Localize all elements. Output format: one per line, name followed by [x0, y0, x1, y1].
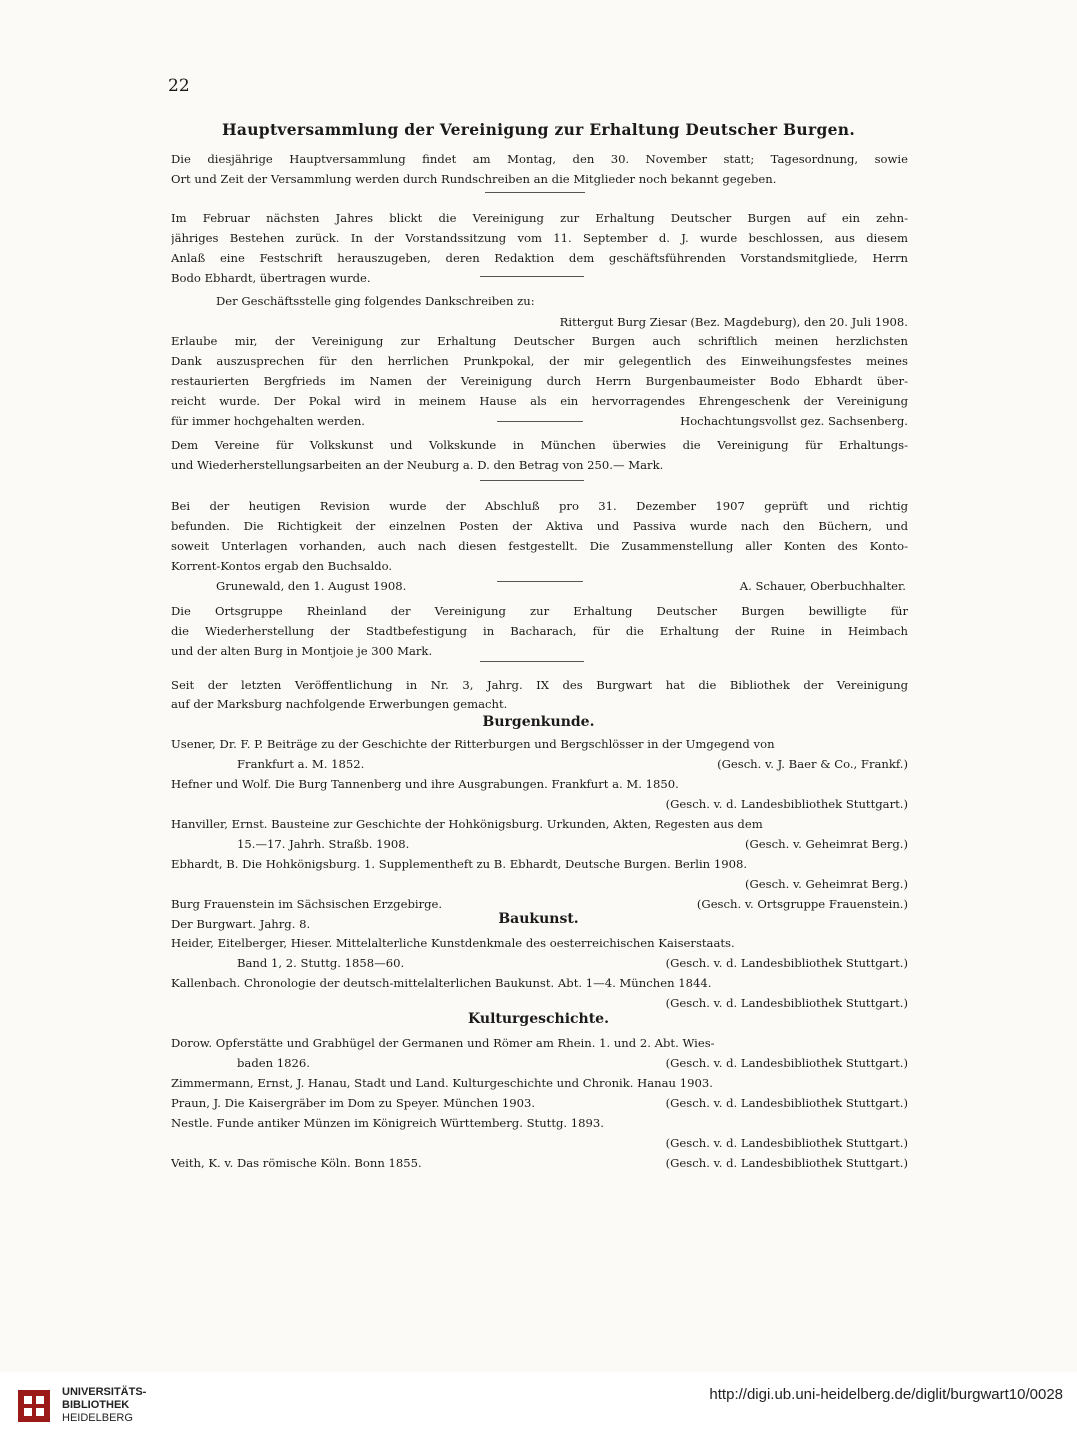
entry-text: Dorow. Opferstätte und Grabhügel der Germanen und Römer am Rhein. 1. und 2. Abt. Wies-: [171, 1036, 715, 1050]
entry-text: Hefner und Wolf. Die Burg Tannenberg und ihre Ausgrabungen. Frankfurt a. M. 1850.: [171, 777, 679, 791]
revision-place: Grunewald, den 1. August 1908.: [216, 579, 407, 593]
intro-line: Ort und Zeit der Versammlung werden durch Rundschreiben an die Mitglieder noch bekannt gegeben.: [171, 172, 777, 186]
dank-intro: Der Geschäftsstelle ging folgendes Dankschreiben zu:: [216, 294, 535, 308]
februar-line: Bodo Ebhardt, übertragen wurde.: [171, 271, 371, 285]
entry-text: Heider, Eitelberger, Hieser. Mittelalterliche Kunstdenkmale des oesterreichischen Kaiserstaats.: [171, 936, 735, 950]
verein-line: und Wiederherstellungsarbeiten an der Neuburg a. D. den Betrag von 250.— Mark.: [171, 458, 664, 472]
bibliography-entry: [171, 1073, 908, 1093]
entry-text: Band 1, 2. Stuttg. 1858—60.: [237, 956, 405, 970]
divider: [480, 276, 584, 277]
section-heading-kulturgeschichte: Kulturgeschichte.: [468, 1011, 609, 1027]
entry-donor: (Gesch. v. d. Landesbibliothek Stuttgart.): [665, 1156, 908, 1170]
entry-donor: (Gesch. v. Ortsgruppe Frauenstein.): [696, 897, 908, 911]
verein-line: Dem Vereine für Volkskunst und Volkskunde in München überwies die Vereinigung für Erhaltungs-: [171, 438, 908, 452]
bibliography-entry: [171, 1113, 908, 1133]
dank-line: Erlaube mir, der Vereinigung zur Erhaltung Deutscher Burgen auch schriftlich meinen herzlichsten: [171, 334, 908, 348]
library-name: [62, 1386, 146, 1425]
bibliography-entry: [171, 953, 908, 973]
divider: [480, 480, 584, 481]
divider: [480, 661, 584, 662]
library-line: BIBLIOTHEK: [62, 1399, 130, 1411]
revision-line: soweit Unterlagen vorhanden, auch nach diesen festgestellt. Die Zusammenstellung aller Konten des Konto-: [171, 539, 908, 553]
bibliography-entry: [171, 993, 908, 1013]
ortsgruppe-line: und der alten Burg in Montjoie je 300 Mark.: [171, 644, 433, 658]
revision-line: Korrent-Kontos ergab den Buchsaldo.: [171, 559, 393, 573]
entry-text: Usener, Dr. F. P. Beiträge zu der Geschichte der Ritterburgen und Bergschlösser in der Umgegend von: [171, 737, 775, 751]
source-url-link[interactable]: http://digi.ub.uni-heidelberg.de/diglit/burgwart10/0028: [709, 1386, 1063, 1403]
library-logo-icon: [16, 1388, 52, 1424]
bibliography-entry: [171, 874, 908, 894]
page-number: 22: [168, 76, 190, 96]
entry-text: Hanviller, Ernst. Bausteine zur Geschichte der Hohkönigsburg. Urkunden, Akten, Regesten aus dem: [171, 817, 763, 831]
entry-donor: (Gesch. v. d. Landesbibliothek Stuttgart.): [665, 956, 908, 970]
bibliography-entry: [171, 1033, 908, 1053]
divider: [497, 581, 583, 582]
bibliography-entry: [171, 933, 908, 953]
entry-donor: (Gesch. v. d. Landesbibliothek Stuttgart.): [665, 797, 908, 811]
februar-line: jähriges Bestehen zurück. In der Vorstandssitzung vom 11. September d. J. wurde beschlossen, aus diesem: [171, 231, 908, 245]
revision-line: Bei der heutigen Revision wurde der Abschluß pro 31. Dezember 1907 geprüft und richtig: [171, 499, 908, 513]
revision-line: befunden. Die Richtigkeit der einzelnen Posten der Aktiva und Passiva wurde nach den Büchern, und: [171, 519, 908, 533]
bibliothek-line: Seit der letzten Veröffentlichung in Nr. 3, Jahrg. IX des Burgwart hat die Bibliothek der Vereinigung: [171, 678, 908, 692]
bibliography-entry: [171, 754, 908, 774]
bibliography-entry: [171, 1053, 908, 1073]
bibliography-entry: [171, 814, 908, 834]
section-heading-baukunst: Baukunst.: [498, 911, 579, 927]
intro-line: Die diesjährige Hauptversammlung findet am Montag, den 30. November statt; Tagesordnung, sowie: [171, 152, 908, 166]
bibliography-entry: [171, 834, 908, 854]
revision-signature: [171, 576, 906, 596]
dank-closing-left: für immer hochgehalten werden.: [171, 414, 365, 428]
bibliography-entry: [171, 1153, 908, 1173]
bibliography-entry: [171, 734, 908, 754]
ortsgruppe-line: die Wiederherstellung der Stadtbefestigung in Bacharach, für die Erhaltung der Ruine in Heimbach: [171, 624, 908, 638]
entry-text: Zimmermann, Ernst, J. Hanau, Stadt und Land. Kulturgeschichte und Chronik. Hanau 1903.: [171, 1076, 713, 1090]
divider: [485, 192, 585, 193]
bibliography-entry: [171, 774, 908, 794]
entry-donor: (Gesch. v. d. Landesbibliothek Stuttgart.): [665, 1136, 908, 1150]
dank-signature: Hochachtungsvollst gez. Sachsenberg.: [680, 414, 908, 428]
entry-donor: (Gesch. v. d. Landesbibliothek Stuttgart.): [665, 996, 908, 1010]
entry-text: Praun, J. Die Kaisergräber im Dom zu Speyer. München 1903.: [171, 1096, 536, 1110]
divider: [497, 421, 583, 422]
bibliothek-line: auf der Marksburg nachfolgende Erwerbungen gemacht.: [171, 697, 508, 711]
entry-text: Veith, K. v. Das römische Köln. Bonn 1855.: [171, 1156, 422, 1170]
entry-donor: (Gesch. v. Geheimrat Berg.): [745, 877, 908, 891]
ortsgruppe-line: Die Ortsgruppe Rheinland der Vereinigung zur Erhaltung Deutscher Burgen bewilligte für: [171, 604, 908, 618]
bibliography-entry: [171, 1093, 908, 1113]
bibliography-entry: [171, 1133, 908, 1153]
dank-line: Dank auszusprechen für den herrlichen Prunkpokal, der mir gelegentlich des Einweihungsfestes meines: [171, 354, 908, 368]
entry-text: baden 1826.: [237, 1056, 310, 1070]
section-heading-burgenkunde: Burgenkunde.: [482, 714, 595, 730]
entry-text: Frankfurt a. M. 1852.: [237, 757, 365, 771]
entry-text: Burg Frauenstein im Sächsischen Erzgebirge.: [171, 897, 443, 911]
footer-bar: [0, 1372, 1077, 1448]
library-line: UNIVERSITÄTS-: [62, 1386, 147, 1398]
page-title: Hauptversammlung der Vereinigung zur Erhaltung Deutscher Burgen.: [221, 120, 856, 139]
revision-signer: A. Schauer, Oberbuchhalter.: [739, 579, 906, 593]
bibliography-entry: [171, 854, 908, 874]
entry-text: Kallenbach. Chronologie der deutsch-mittelalterlichen Baukunst. Abt. 1—4. München 1844.: [171, 976, 712, 990]
entry-donor: (Gesch. v. Geheimrat Berg.): [745, 837, 908, 851]
entry-donor: (Gesch. v. J. Baer & Co., Frankf.): [717, 757, 908, 771]
bibliography-entry: [171, 973, 908, 993]
entry-donor: (Gesch. v. d. Landesbibliothek Stuttgart.): [665, 1056, 908, 1070]
entry-text: Nestle. Funde antiker Münzen im Königreich Württemberg. Stuttg. 1893.: [171, 1116, 604, 1130]
bibliography-entry: [171, 794, 908, 814]
entry-text: Der Burgwart. Jahrg. 8.: [171, 917, 311, 931]
februar-line: Im Februar nächsten Jahres blickt die Vereinigung zur Erhaltung Deutscher Burgen auf ein zehn-: [171, 211, 908, 225]
entry-donor: (Gesch. v. d. Landesbibliothek Stuttgart.): [665, 1096, 908, 1110]
entry-text: Ebhardt, B. Die Hohkönigsburg. 1. Supplementheft zu B. Ebhardt, Deutsche Burgen. Berlin 1908.: [171, 857, 748, 871]
dank-line: restaurierten Bergfrieds im Namen der Vereinigung durch Herrn Burgenbaumeister Bodo Ebhardt über-: [171, 374, 908, 388]
dank-place: Rittergut Burg Ziesar (Bez. Magdeburg), den 20. Juli 1908.: [559, 315, 908, 329]
library-line: HEIDELBERG: [62, 1412, 133, 1424]
februar-line: Anlaß eine Festschrift herauszugeben, deren Redaktion dem geschäftsführenden Vorstandsmitgliede, Herrn: [171, 251, 908, 265]
entry-text: 15.—17. Jahrh. Straßb. 1908.: [237, 837, 410, 851]
dank-line: reicht wurde. Der Pokal wird in meinem Hause als ein hervorragendes Ehrengeschenk der Vereinigung: [171, 394, 908, 408]
